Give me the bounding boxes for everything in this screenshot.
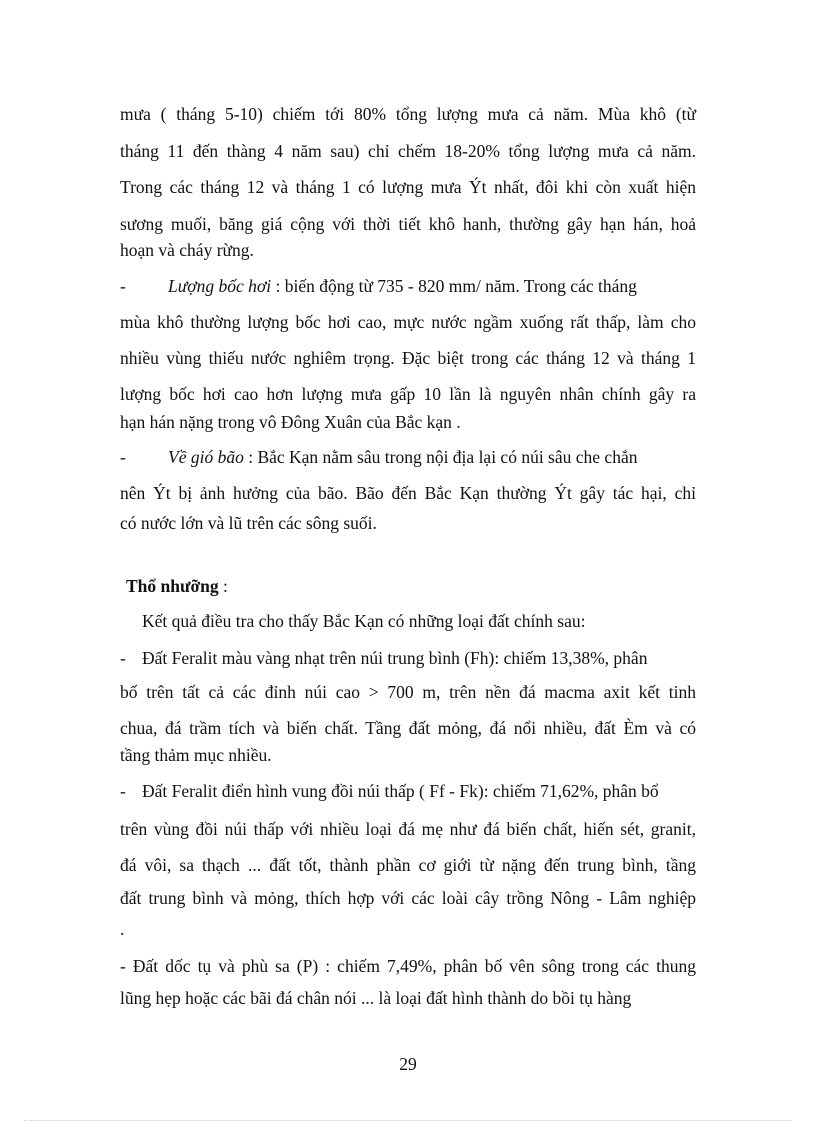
- evaporation-term: Lượng bốc hơi: [168, 276, 272, 296]
- text-line: hạn hán nặng trong vô Đông Xuân của Bắc kạn .: [120, 412, 461, 432]
- text-line: mùa khô thường lượng bốc hơi cao, mực nước ngầm xuống rất thấp, làm cho: [120, 312, 696, 332]
- text-line: : Bắc Kạn nằm sâu trong nội địa lại có núi sâu che chắn: [243, 447, 638, 467]
- text-line: lũng hẹp hoặc các bãi đá chân nói ... là loại đất hình thành do bồi tụ hàng: [120, 988, 632, 1008]
- text-line: : biến động từ 735 - 820 mm/ năm. Trong các tháng: [271, 276, 637, 296]
- soil-section-heading: [126, 571, 702, 601]
- text-line: chua, đá trầm tích và biến chất. Tầng đất mỏng, đá nổi nhiều, đất Èm và có: [120, 718, 696, 738]
- text-line: Đất Feralit màu vàng nhạt trên núi trung bình (Fh): chiếm 13,38%, phân: [142, 648, 648, 668]
- soil-heading-suffix: :: [218, 576, 228, 596]
- text-line: nhiều vùng thiếu nước nghiêm trọng. Đặc biệt trong các tháng 12 và tháng 1: [120, 348, 696, 368]
- soil-heading-title: Thổ nhưỡng: [126, 576, 219, 596]
- text-line: hoạn và cháy rừng.: [120, 240, 254, 260]
- text-line: tầng thảm mục nhiều.: [120, 745, 272, 765]
- text-line: Trong các tháng 12 và tháng 1 có lượng mưa Ýt nhất, đôi khi còn xuất hiện: [120, 177, 696, 197]
- text-line: có nước lớn và lũ trên các sông suối.: [120, 513, 377, 533]
- page-bottom-divider: [24, 1120, 792, 1121]
- text-line: Đất Feralit điển hình vung đồi núi thấp ( Ff - Fk): chiếm 71,62%, phân bổ: [142, 781, 659, 801]
- text-line: bố trên tất cả các đỉnh núi cao > 700 m, trên nền đá macma axit kết tinh: [120, 682, 696, 702]
- page-number: 29: [399, 1054, 417, 1074]
- bullet-dash: -: [120, 276, 126, 296]
- storm-term: Về gió bão: [168, 447, 244, 467]
- feralit-typical-first-line: [120, 776, 696, 806]
- text-line: - Đất dốc tụ và phù sa (P) : chiếm 7,49%, phân bố vên sông trong các thung: [120, 956, 696, 976]
- bullet-dash: -: [120, 447, 126, 467]
- text-line: tháng 11 đến thàng 4 năm sau) chỉ chếm 18-20% tổng lượng mưa cả năm.: [120, 141, 696, 161]
- text-line: lượng bốc hơi cao hơn lượng mưa gấp 10 lần là nguyên nhân chính gây ra: [120, 384, 696, 404]
- bullet-dash: -: [120, 648, 126, 668]
- bullet-dash: -: [120, 781, 126, 801]
- text-line: .: [120, 919, 125, 939]
- text-line: đất trung bình và mỏng, thích hợp với các loài cây trồng Nông - Lâm nghiệp: [120, 888, 696, 908]
- evaporation-paragraph-first-line: [120, 271, 696, 301]
- text-line: mưa ( tháng 5-10) chiếm tới 80% tổng lượng mưa cả năm. Mùa khô (từ: [120, 104, 696, 124]
- feralit-yellow-first-line: [120, 643, 696, 673]
- text-line: sương muối, băng giá cộng với thời tiết khô hanh, thường gây hạn hán, hoả: [120, 214, 696, 234]
- text-line: đá vôi, sa thạch ... đất tốt, thành phần cơ giới từ nặng đến trung bình, tầng: [120, 855, 696, 875]
- soil-intro: Kết quả điều tra cho thấy Bắc Kạn có những loại đất chính sau:: [142, 611, 586, 631]
- text-line: trên vùng đồi núi thấp với nhiều loại đá mẹ như đá biến chất, hiến sét, granit,: [120, 819, 696, 839]
- storm-paragraph-first-line: [120, 442, 696, 472]
- text-line: nên Ýt bị ảnh hưởng của bão. Bão đến Bắc Kạn thường Ýt gây tác hại, chỉ: [120, 483, 696, 503]
